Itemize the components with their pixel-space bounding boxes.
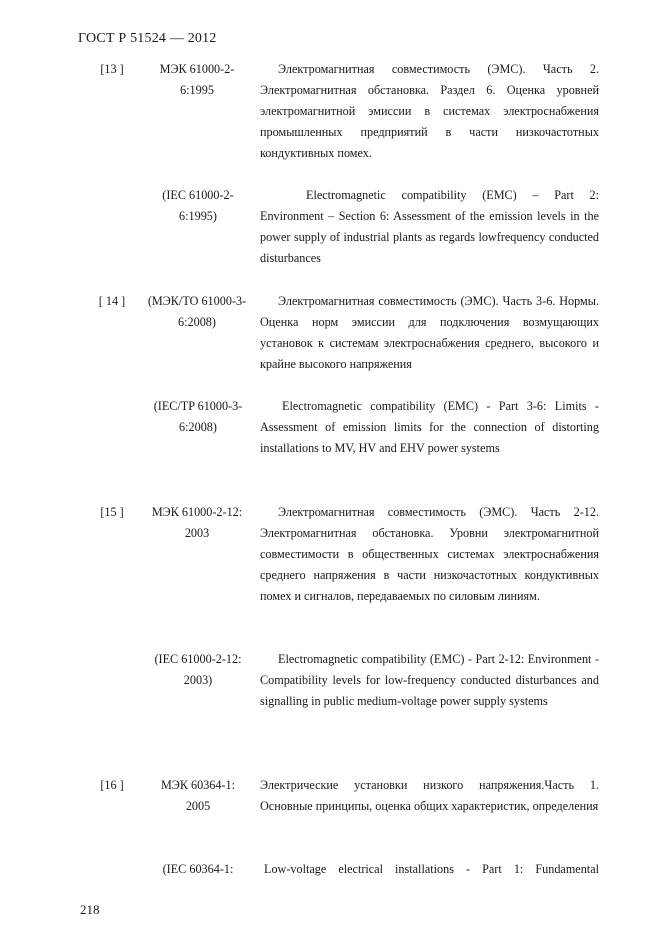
reference-description: Low-voltage electrical installations - Part 1: Fundamental xyxy=(264,862,599,876)
reference-code: (IEC/TP 61000-3-6:2008) xyxy=(153,399,243,434)
reference-number: [ 14 ] xyxy=(98,294,126,308)
reference-description: Электромагнитная совместимость (ЭМС). Часть 3-6. Нормы. Оценка норм эмиссии для подключения возмущающих установок к системам электроснабжения среднего, высокого и крайне высокого напряжения xyxy=(260,294,599,371)
reference-code: МЭК 61000-2-12: 2003 xyxy=(151,505,243,540)
reference-number: [16 ] xyxy=(100,778,124,792)
reference-number: [13 ] xyxy=(100,62,124,76)
reference-code: (IEC 61000-2-12: 2003) xyxy=(154,652,242,687)
reference-description: Электромагнитная совместимость (ЭМС). Часть 2-12. Электромагнитная обстановка. Уровни электромагнитной совместимости в общественных системах электроснабжения среднего напряжения в части низкочастотных кондуктивных помех и сигналов, передаваемых по силовым линиям. xyxy=(260,505,599,603)
document-header: ГОСТ Р 51524 — 2012 xyxy=(78,31,217,46)
reference-description: Электрические установки низкого напряжения.Часть 1. Основные принципы, оценка общих характеристик, определения xyxy=(260,778,599,813)
reference-description: Electromagnetic compatibility (EMC) - Part 3-6: Limits - Assessment of emission limits for the connection of distorting installations to MV, HV and EHV power systems xyxy=(260,399,599,455)
reference-code: МЭК 61000-2-6:1995 xyxy=(159,62,235,97)
reference-description: Electromagnetic compatibility (EMC) - Part 2-12: Environment - Compatibility levels for low-frequency conducted disturbances and signalling in public medium-voltage power supply systems xyxy=(260,652,599,708)
reference-code: (IEC 61000-2-6:1995) xyxy=(162,188,234,223)
reference-number: [15 ] xyxy=(100,505,124,519)
reference-description: Electromagnetic compatibility (EMC) – Part 2: Environment – Section 6: Assessment of the emission levels in the power supply of industrial plants as regards lowfrequency conducted disturbances xyxy=(260,188,599,265)
reference-code: (IEC 60364-1: xyxy=(162,862,234,876)
reference-code: (МЭК/ТО 61000-3-6:2008) xyxy=(147,294,247,329)
page-number: 218 xyxy=(80,902,100,917)
reference-code: МЭК 60364-1: 2005 xyxy=(160,778,236,813)
reference-description: Электромагнитная совместимость (ЭМС). Часть 2. Электромагнитная обстановка. Раздел 6. Оценка уровней электромагнитной эмиссии в системах электроснабжения промышленных предприятий в части низкочастотных кондуктивных помех. xyxy=(260,62,599,160)
